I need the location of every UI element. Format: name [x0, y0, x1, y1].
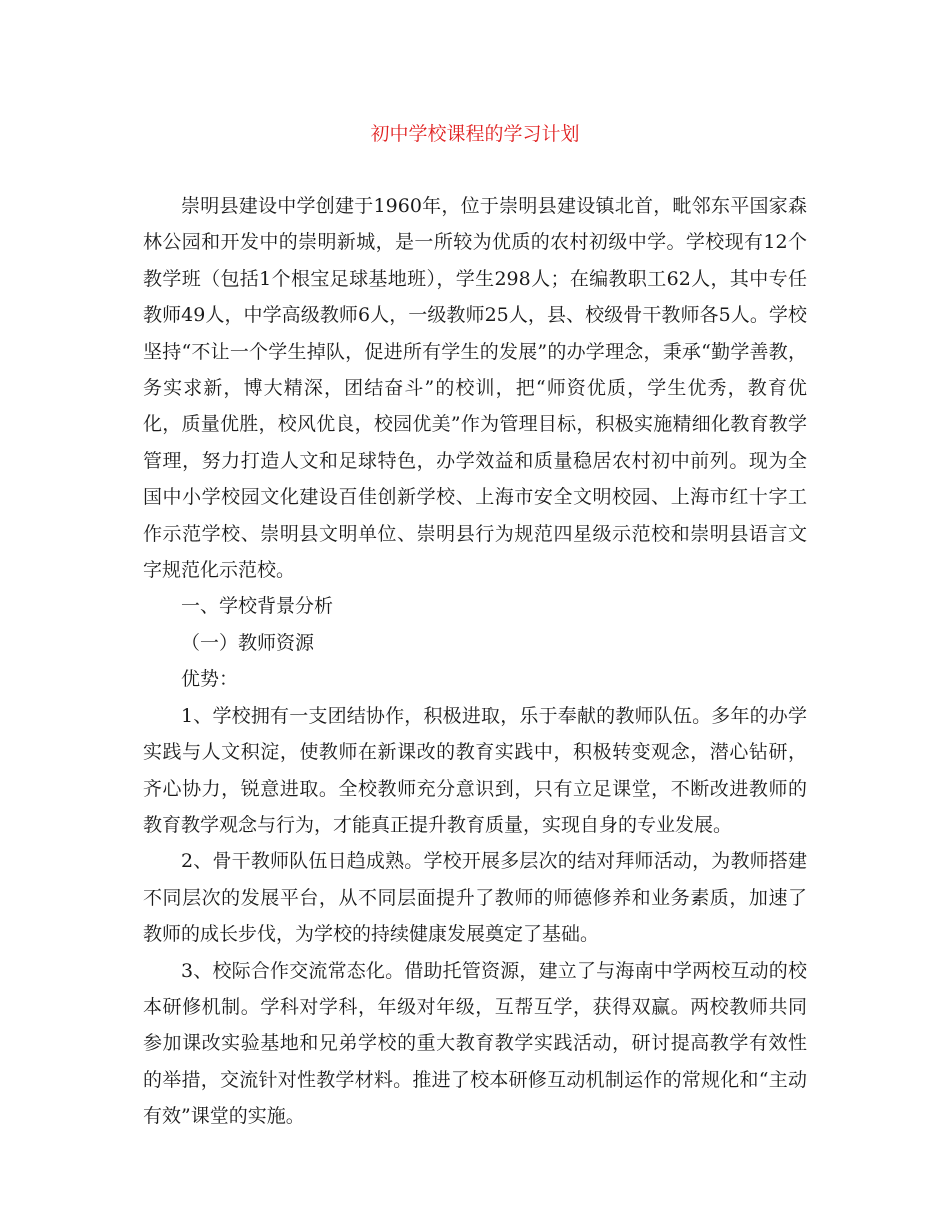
document-title: 初中学校课程的学习计划: [370, 123, 580, 145]
paragraph-point-2: 2、骨干教师队伍日趋成熟。学校开展多层次的结对拜师活动，为教师搭建不同层次的发展平台，从不同层面提升了教师的师德修养和业务素质，加速了教师的成长步伐，为学校的持续健康发展奠定了基础。: [143, 850, 807, 946]
paragraph-point-3: 3、校际合作交流常态化。借助托管资源，建立了与海南中学两校互动的校本研修机制。学科对学科，年级对年级，互帮互学，获得双赢。两校教师共同参加课改实验基地和兄弟学校的重大教育教学实践活动，研讨提高教学有效性的举措，交流针对性教学材料。推进了校本研修互动机制运作的常规化和“主动有效”课堂的实施。: [143, 959, 807, 1128]
paragraph-intro: 崇明县建设中学创建于1960年，位于崇明县建设镇北首，毗邻东平国家森林公园和开发中的崇明新城，是一所较为优质的农村初级中学。学校现有12个教学班（包括1个根宝足球基地班），学生298人；在编教职工62人，其中专任教师49人，中学高级教师6人，一级教师25人，县、校级骨干教师各5人。学校坚持“不让一个学生掉队，促进所有学生的发展”的办学理念，秉承“勤学善教，务实求新，博大精深，团结奋斗”的校训，把“师资优质，学生优秀，教育优化，质量优胜，校风优良，校园优美”作为管理目标，积极实施精细化教育教学管理，努力打造人文和足球特色，办学效益和质量稳居农村初中前列。现为全国中小学校园文化建设百佳创新学校、上海市安全文明校园、上海市红十字工作示范学校、崇明县文明单位、崇明县行为规范四星级示范校和崇明县语言文字规范化示范校。: [143, 195, 807, 582]
document-body: [143, 188, 807, 1135]
label-advantages: 优势：: [181, 668, 239, 691]
section-heading-background: 一、学校背景分析: [181, 595, 334, 618]
subsection-heading-teachers: （一）教师资源: [181, 631, 315, 654]
paragraph-point-1: 1、学校拥有一支团结协作，积极进取，乐于奉献的教师队伍。多年的办学实践与人文积淀，使教师在新课改的教育实践中，积极转变观念，潜心钻研，齐心协力，锐意进取。全校教师充分意识到，只有立足课堂，不断改进教师的教育教学观念与行为，才能真正提升教育质量，实现自身的专业发展。: [143, 704, 807, 836]
